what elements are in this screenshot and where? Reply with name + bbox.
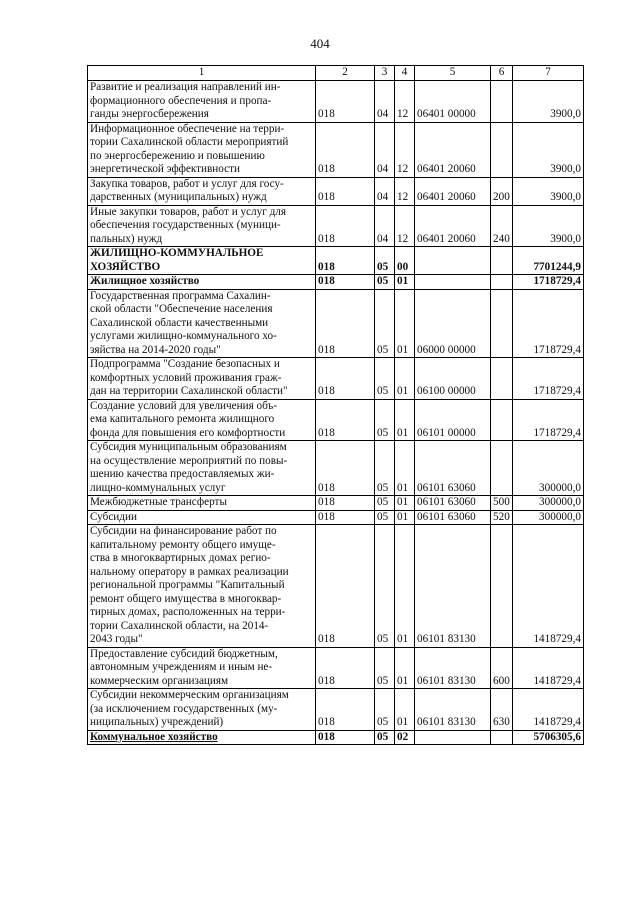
target-article-code (415, 730, 491, 745)
row-name-line: Субсидии на финансирование работ по (90, 525, 277, 537)
row-name-line: ХОЗЯЙСТВО (90, 260, 161, 273)
ministry-code: 018 (316, 247, 375, 275)
ministry-code: 018 (316, 510, 375, 525)
budget-table (87, 65, 584, 745)
ministry-code: 018 (316, 525, 375, 648)
row-name (88, 730, 316, 745)
subsection-code: 01 (395, 441, 415, 496)
row-name-line: Закупка товаров, работ и услуг для госу- (90, 177, 284, 190)
section-code: 04 (375, 205, 395, 247)
row-name (88, 247, 316, 275)
subsection-code: 01 (395, 647, 415, 689)
row-name-line: 2043 годы" (90, 633, 143, 645)
ministry-code: 018 (316, 441, 375, 496)
subsection-code: 12 (395, 177, 415, 205)
table-row (88, 399, 584, 441)
row-name-line: капитальному ремонту общего имуще- (90, 538, 276, 551)
subsection-code: 01 (395, 275, 415, 290)
table-row (88, 358, 584, 400)
ministry-code: 018 (316, 358, 375, 400)
column-header: 7 (513, 66, 584, 81)
expense-type-code: 200 (491, 177, 513, 205)
row-name-line: Субсидия муниципальным образованиям (90, 441, 287, 453)
amount: 1718729,4 (513, 358, 584, 400)
row-name-line: тории Сахалинской области мероприятий (90, 136, 289, 148)
section-code: 05 (375, 730, 395, 745)
section-code: 05 (375, 275, 395, 290)
ministry-code: 018 (316, 205, 375, 247)
row-name-line: коммерческим организациям (90, 674, 229, 687)
row-name (88, 177, 316, 205)
subsection-code: 12 (395, 205, 415, 247)
row-name (88, 399, 316, 441)
row-name-line: ства в многоквартирных домах регио- (90, 552, 271, 564)
subsection-code: 01 (395, 525, 415, 648)
row-name-line: Межбюджетные трансферты (90, 496, 227, 508)
column-header: 3 (375, 66, 395, 81)
amount: 300000,0 (513, 510, 584, 525)
ministry-code: 018 (316, 689, 375, 731)
row-name (88, 441, 316, 496)
row-name-line: Предоставление субсидий бюджетным, (90, 647, 278, 660)
table-row (88, 205, 584, 247)
row-name (88, 275, 316, 290)
table-row (88, 441, 584, 496)
column-header: 5 (415, 66, 491, 81)
subsection-code: 01 (395, 399, 415, 441)
section-code: 05 (375, 647, 395, 689)
row-name-line: Развитие и реализация направлений ин- (90, 81, 281, 93)
target-article-code: 06101 63060 (415, 441, 491, 496)
ministry-code: 018 (316, 647, 375, 689)
target-article-code (415, 247, 491, 275)
amount: 5706305,6 (513, 730, 584, 745)
expense-type-code: 520 (491, 510, 513, 525)
row-name-line: Жилищное хозяйство (90, 275, 200, 287)
row-name-line: нальному оператору в рамках реализации (90, 565, 289, 578)
row-name-line: ЖИЛИЩНО-КОММУНАЛЬНОЕ (90, 247, 264, 259)
target-article-code: 06101 83130 (415, 525, 491, 648)
expense-type-code: 600 (491, 647, 513, 689)
amount: 1718729,4 (513, 289, 584, 358)
amount: 300000,0 (513, 496, 584, 511)
target-article-code: 06101 00000 (415, 399, 491, 441)
expense-type-code: 500 (491, 496, 513, 511)
table-row (88, 525, 584, 648)
row-name-line: Иные закупки товаров, работ и услуг для (90, 205, 287, 218)
subsection-code: 01 (395, 689, 415, 731)
table-row (88, 247, 584, 275)
amount: 3900,0 (513, 122, 584, 177)
ministry-code: 018 (316, 496, 375, 511)
row-name-line: Субсидии (90, 510, 137, 523)
section-code: 05 (375, 247, 395, 275)
column-header: 2 (316, 66, 375, 81)
column-header: 4 (395, 66, 415, 81)
column-header: 1 (88, 66, 316, 81)
target-article-code: 06100 00000 (415, 358, 491, 400)
row-name (88, 510, 316, 525)
row-name (88, 358, 316, 400)
subsection-code: 01 (395, 358, 415, 400)
row-name-line: Субсидии некоммерческим организациям (90, 689, 289, 701)
table-row (88, 177, 584, 205)
amount: 7701244,9 (513, 247, 584, 275)
row-name-line: Сахалинской области качественными (90, 316, 269, 329)
amount: 1418729,4 (513, 647, 584, 689)
amount: 300000,0 (513, 441, 584, 496)
row-name-line: ремонт общего имущества в многоквар- (90, 592, 282, 605)
expense-type-code (491, 247, 513, 275)
row-name-line: по энергосбережению и повышению (90, 149, 265, 162)
expense-type-code (491, 122, 513, 177)
amount: 3900,0 (513, 81, 584, 123)
row-name-line: шению качества предоставляемых жи- (90, 468, 275, 480)
row-name (88, 689, 316, 731)
row-name-line: Информационное обеспечение на терри- (90, 122, 285, 135)
row-name-line: зяйства на 2014-2020 годы" (90, 343, 221, 356)
expense-type-code (491, 81, 513, 123)
header-row (88, 66, 584, 81)
row-name (88, 496, 316, 511)
expense-type-code (491, 358, 513, 400)
ministry-code: 018 (316, 81, 375, 123)
section-code: 05 (375, 289, 395, 358)
row-name-line: Создание условий для увеличения объ- (90, 399, 278, 412)
expense-type-code (491, 525, 513, 648)
amount: 3900,0 (513, 205, 584, 247)
target-article-code: 06101 63060 (415, 496, 491, 511)
table-row (88, 689, 584, 731)
section-code: 04 (375, 81, 395, 123)
section-code: 05 (375, 510, 395, 525)
table-row (88, 122, 584, 177)
target-article-code (415, 275, 491, 290)
row-name (88, 289, 316, 358)
row-name-line: услугами жилищно-коммунального хо- (90, 330, 277, 342)
table-row (88, 275, 584, 290)
target-article-code: 06000 00000 (415, 289, 491, 358)
expense-type-code: 240 (491, 205, 513, 247)
expense-type-code (491, 275, 513, 290)
section-code: 05 (375, 525, 395, 648)
target-article-code: 06401 20060 (415, 177, 491, 205)
row-name-line: тории Сахалинской области, на 2014- (90, 619, 269, 632)
table-row (88, 496, 584, 511)
section-code: 05 (375, 358, 395, 400)
row-name-line: пальных) нужд (90, 232, 163, 245)
row-name-line: комфортных условий проживания граж- (90, 371, 282, 384)
row-name-line: ниципальных) учреждений) (90, 716, 224, 728)
ministry-code: 018 (316, 730, 375, 745)
row-name-line: дан на территории Сахалинской области" (90, 385, 288, 397)
column-header: 6 (491, 66, 513, 81)
subsection-code: 12 (395, 122, 415, 177)
ministry-code: 018 (316, 275, 375, 290)
section-code: 05 (375, 689, 395, 731)
row-name-line: фонда для повышения его комфортности (90, 426, 286, 439)
expense-type-code (491, 730, 513, 745)
row-name-line: Подпрограмма "Создание безопасных и (90, 358, 280, 370)
amount: 3900,0 (513, 177, 584, 205)
ministry-code: 018 (316, 122, 375, 177)
expense-type-code (491, 399, 513, 441)
row-name-line: автономным учреждениям и иным не- (90, 661, 273, 673)
target-article-code: 06101 83130 (415, 647, 491, 689)
row-name-line: обеспечения государственных (муници- (90, 219, 281, 231)
row-name-line: (за исключением государственных (му- (90, 702, 278, 715)
row-name-line: ема капитального ремонта жилищного (90, 413, 275, 425)
row-name-line: энергетической эффективности (90, 163, 240, 175)
ministry-code: 018 (316, 177, 375, 205)
table-row (88, 289, 584, 358)
row-name (88, 81, 316, 123)
row-name (88, 525, 316, 648)
row-name-line: ской области "Обеспечение населения (90, 303, 273, 315)
subsection-code: 02 (395, 730, 415, 745)
row-name-line: региональной программы "Капитальный (90, 579, 285, 591)
table-row (88, 730, 584, 745)
table-row (88, 81, 584, 123)
row-name (88, 122, 316, 177)
table-row (88, 510, 584, 525)
ministry-code: 018 (316, 289, 375, 358)
subsection-code: 01 (395, 289, 415, 358)
section-code: 05 (375, 399, 395, 441)
subsection-code: 12 (395, 81, 415, 123)
row-name-line: дарственных (муниципальных) нужд (90, 191, 267, 203)
row-name-line: тирных домах, расположенных на терри- (90, 606, 286, 618)
section-code: 05 (375, 496, 395, 511)
amount: 1418729,4 (513, 689, 584, 731)
ministry-code: 018 (316, 399, 375, 441)
amount: 1418729,4 (513, 525, 584, 648)
target-article-code: 06101 83130 (415, 689, 491, 731)
row-name-line: формационного обеспечения и пропа- (90, 94, 272, 107)
amount: 1718729,4 (513, 275, 584, 290)
row-name (88, 647, 316, 689)
target-article-code: 06401 20060 (415, 122, 491, 177)
row-name-line: ганды энергосбережения (90, 108, 209, 120)
subsection-code: 01 (395, 496, 415, 511)
expense-type-code: 630 (491, 689, 513, 731)
page-number: 404 (310, 36, 330, 51)
section-code: 05 (375, 441, 395, 496)
row-name-line: на осуществление мероприятий по повы- (90, 454, 288, 467)
target-article-code: 06401 20060 (415, 205, 491, 247)
target-article-code: 06401 00000 (415, 81, 491, 123)
amount: 1718729,4 (513, 399, 584, 441)
subsection-code: 00 (395, 247, 415, 275)
section-code: 04 (375, 177, 395, 205)
row-name-line: Коммунальное хозяйство (90, 730, 218, 743)
expense-type-code (491, 441, 513, 496)
section-code: 04 (375, 122, 395, 177)
row-name (88, 205, 316, 247)
table-row (88, 647, 584, 689)
subsection-code: 01 (395, 510, 415, 525)
target-article-code: 06101 63060 (415, 510, 491, 525)
expense-type-code (491, 289, 513, 358)
row-name-line: Государственная программа Сахалин- (90, 289, 271, 302)
row-name-line: лищно-коммунальных услуг (90, 481, 226, 494)
